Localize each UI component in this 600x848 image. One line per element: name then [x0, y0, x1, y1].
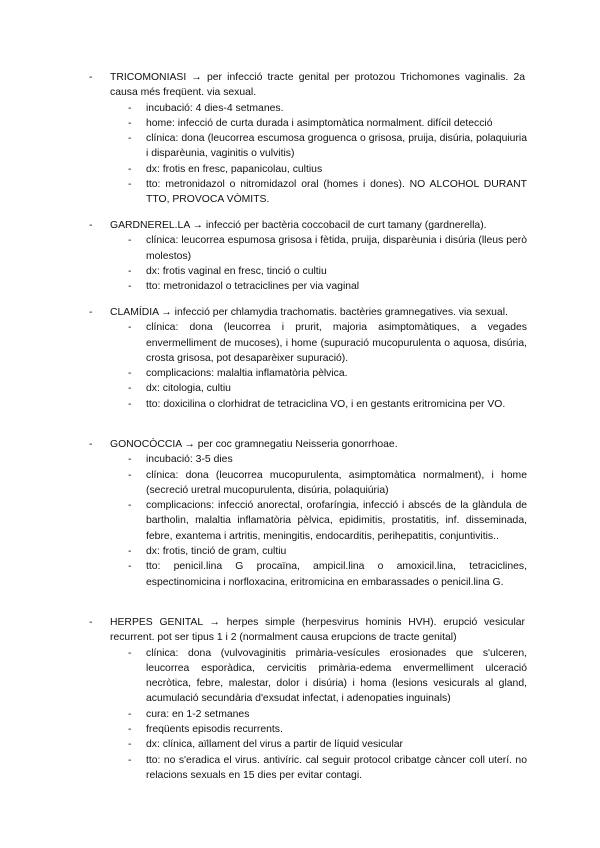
section-heading	[0, 615, 525, 646]
list-item: - tto: metronidazol o tetraciclines per via vaginal	[128, 281, 360, 293]
section-clamidia	[0, 305, 600, 412]
list-item: - clínica: dona (leucorrea escumosa groguenca o grisosa, pruija, disúria, polaquiuria i disparèunia, vaginitis o vulvitis)	[128, 133, 527, 160]
list-item: - home: infecció de curta durada i asimptomàtica normalment. difícil detecció	[128, 117, 493, 129]
section-title: TRICOMONIASI → per infecció tracte genital per protozou Trichomones vaginalis. 2a causa més freqüent. via sexual.	[110, 72, 525, 99]
list-item: - clínica: dona (leucorrea i prurit, majoria asimptomàtiques, a vegades envermelliment de mucoses), i home (supuració mucopurulenta o aquosa, disúria, crosta grisosa, pot desaparèixer supuració).	[128, 322, 527, 364]
bullet-dash: -	[89, 72, 93, 83]
list-item: - incubació: 4 dies-4 setmanes.	[128, 102, 284, 114]
section-tricomoniasi	[0, 70, 600, 208]
bullet-dash: -	[89, 220, 93, 231]
list-item: - complicacions: malaltia inflamatòria pèlvica.	[128, 368, 348, 380]
list-item: - clínica: dona (leucorrea mucopurulenta, asimptomàtica normalment), i home (secreció uretral mucopurulenta, disúria, polaquiúria)	[128, 469, 527, 496]
section-title: HERPES GENITAL → herpes simple (herpesvirus hominis HVH). erupció vesicular recurrent. pot ser tipus 1 i 2 (normalment causa erupcions de tracte genital)	[110, 617, 525, 644]
section-gonococcia	[0, 437, 600, 590]
list-item: - clínica: leucorrea espumosa grisosa i fètida, pruija, disparèunia i disúria (lleus però molestos)	[128, 235, 527, 262]
bullet-dash: -	[89, 307, 93, 318]
sub-list	[0, 233, 600, 294]
section-herpes-genital	[0, 615, 600, 783]
sub-list	[0, 320, 600, 412]
list-item: - incubació: 3-5 dies	[128, 454, 233, 466]
list-item: - tto: metronidazol o nitromidazol oral (homes i dones). NO ALCOHOL DURANT TTO, PROVOCA VÒMITS.	[128, 179, 527, 206]
section-gardnerella	[0, 218, 600, 294]
list-item: - dx: frotis vaginal en fresc, tinció o cultiu	[128, 265, 327, 277]
list-item: - dx: frotis, tinció de gram, cultiu	[128, 546, 287, 558]
section-heading	[0, 305, 525, 320]
list-item: - dx: frotis en fresc, papanicolau, cultius	[128, 163, 323, 175]
list-item: - cura: en 1-2 setmanes	[128, 708, 250, 720]
section-title: GARDNEREL.LA → infecció per bactèria coccobacil de curt tamany (gardnerella).	[110, 220, 487, 231]
bullet-dash: -	[89, 439, 93, 450]
list-item: - dx: citologia, cultiu	[128, 383, 231, 395]
bullet-dash: -	[89, 617, 93, 628]
list-item: - clínica: dona (vulvovaginitis primària-vesícules erosionades que s'ulceren, leucorrea esporàdica, cervicitis primària-edema envermelliment ulceració necròtica, febre, malestar, dolor i disúria) i homa (lesions vesicurals al gland, acumulació secundària d'exsudat infectat, i adenopaties inguinals)	[128, 647, 527, 705]
section-title: CLAMÍDIA → infecció per chlamydia trachomatis. bactèries gramnegatives. via sexual.	[110, 307, 508, 318]
sub-list	[0, 646, 600, 784]
sub-list	[0, 452, 600, 590]
section-heading	[0, 70, 525, 101]
list-item: - freqüents episodis recurrents.	[128, 724, 283, 736]
section-heading	[0, 218, 525, 233]
list-item: - dx: clínica, aïllament del virus a partir de líquid vesicular	[128, 739, 403, 751]
section-heading	[0, 437, 525, 452]
list-item: - complicacions: infecció anorectal, orofaríngia, infecció i abscés de la glàndula de bartholin, malaltia inflamatòria pèlvica, epidimitis, prostatitis, inf. disseminada, febre, exantema i artritis, meningitis, endocarditis, perihepatitis, conjuntivitis..	[128, 500, 527, 542]
list-item: - tto: penicil.lina G procaïna, ampicil.lina o amoxicil.lina, tetraciclines, espectinomicina i norfloxacina, eritromicina en embarassades o penicil.lina G.	[128, 561, 527, 588]
list-item: - tto: doxicilina o clorhidrat de tetraciclina VO, i en gestants eritromicina per VO.	[128, 398, 506, 410]
section-title: GONOCÒCCIA → per coc gramnegatiu Neisseria gonorrhoae.	[110, 439, 398, 450]
sub-list	[0, 101, 600, 208]
list-item: - tto: no s'eradica el virus. antivíric. cal seguir protocol cribatge càncer coll uterí. no relacions sexuals en 15 dies per evitar contagi.	[128, 754, 527, 781]
